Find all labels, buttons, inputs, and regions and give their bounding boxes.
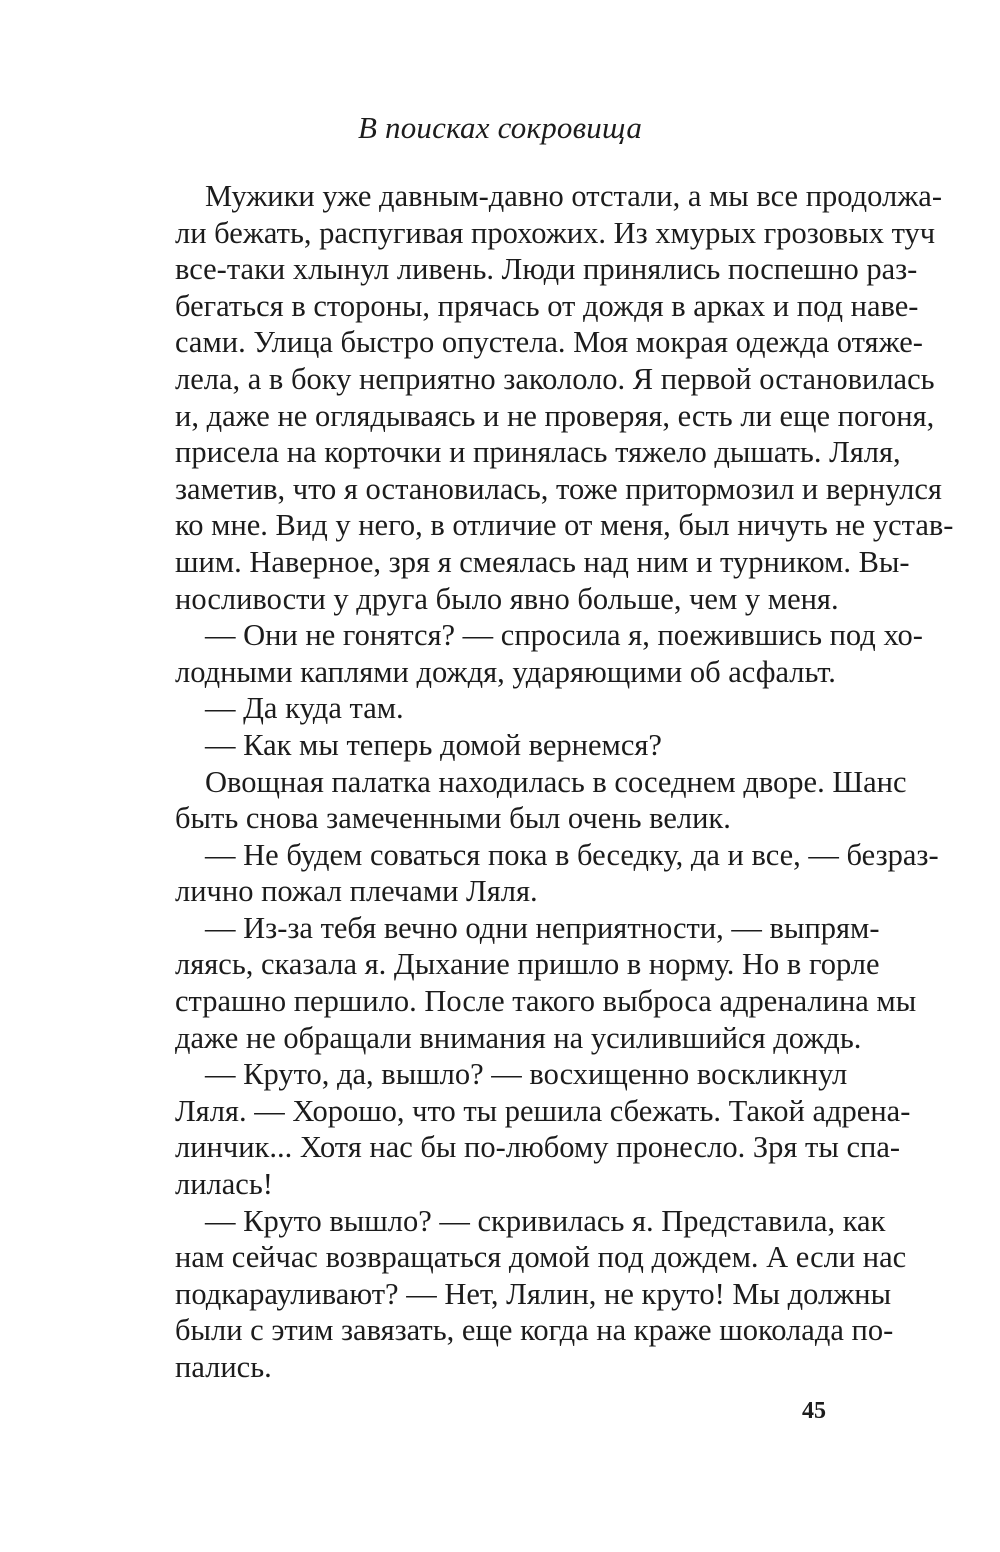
text-line: носливости у друга было явно больше, чем у меня. <box>175 581 839 616</box>
text-line: и, даже не оглядываясь и не проверяя, есть ли еще погоня, <box>175 398 935 433</box>
text-line: линчик... Хотя нас бы по-любому пронесло. Зря ты спа- <box>175 1130 901 1165</box>
text-line: страшно першило. После такого выброса адреналина мы <box>175 984 917 1019</box>
text-line: ли бежать, распугивая прохожих. Из хмурых грозовых туч <box>175 215 936 250</box>
text-line: лела, а в боку неприятно закололо. Я первой остановилась <box>175 361 935 396</box>
text-line: — Из-за тебя вечно одни неприятности, — выпрям- <box>205 910 880 945</box>
text-line: лично пожал плечами Ляля. <box>175 874 538 909</box>
running-head: В поисках сокровища <box>357 110 643 145</box>
text-line: — Да куда там. <box>205 691 404 726</box>
text-line: лилась! <box>175 1167 273 1202</box>
text-line: ляясь, сказала я. Дыхание пришло в норму. Но в горле <box>175 947 880 982</box>
text-line: присела на корточки и принялась тяжело дышать. Ляля, <box>175 435 901 470</box>
text-line: Ляля. — Хорошо, что ты решила сбежать. Такой адрена- <box>175 1093 911 1128</box>
page-number: 45 <box>802 1398 826 1424</box>
text-line: ко мне. Вид у него, в отличие от меня, был ничуть не устав- <box>175 508 954 543</box>
text-line: заметив, что я остановилась, тоже притормозил и вернулся <box>175 471 942 506</box>
text-line: были с этим завязать, еще когда на краже шоколада по- <box>175 1313 894 1348</box>
text-line: шим. Наверное, зря я смеялась над ним и турником. Вы- <box>175 544 910 579</box>
text-line: лодными каплями дождя, ударяющими об асфальт. <box>175 654 836 689</box>
text-line: — Они не гонятся? — спросила я, поежившись под хо- <box>205 618 923 653</box>
text-line: — Как мы теперь домой вернемся? <box>205 727 662 762</box>
text-line: сами. Улица быстро опустела. Моя мокрая одежда отяже- <box>175 325 923 360</box>
text-line: — Круто, да, вышло? — восхищенно воскликнул <box>205 1057 848 1092</box>
text-line: Овощная палатка находилась в соседнем дворе. Шанс <box>205 764 907 799</box>
text-line: Мужики уже давным-давно отстали, а мы все продолжа- <box>205 179 942 213</box>
text-line: подкарауливают? — Нет, Лялин, не круто! Мы должны <box>175 1276 892 1311</box>
text-line: пались. <box>175 1350 272 1384</box>
body-text <box>175 178 954 1386</box>
text-line: — Круто вышло? — скривилась я. Представила, как <box>205 1203 886 1238</box>
text-line: — Не будем соваться пока в беседку, да и все, — безраз- <box>205 837 939 872</box>
text-line: даже не обращали внимания на усилившийся дождь. <box>175 1020 862 1055</box>
text-line: бегаться в стороны, прячась от дождя в арках и под наве- <box>175 288 919 323</box>
text-line: все-таки хлынул ливень. Люди принялись поспешно раз- <box>175 252 918 287</box>
text-line: быть снова замеченными был очень велик. <box>175 801 731 836</box>
text-line: нам сейчас возвращаться домой под дождем. А если нас <box>175 1240 907 1275</box>
